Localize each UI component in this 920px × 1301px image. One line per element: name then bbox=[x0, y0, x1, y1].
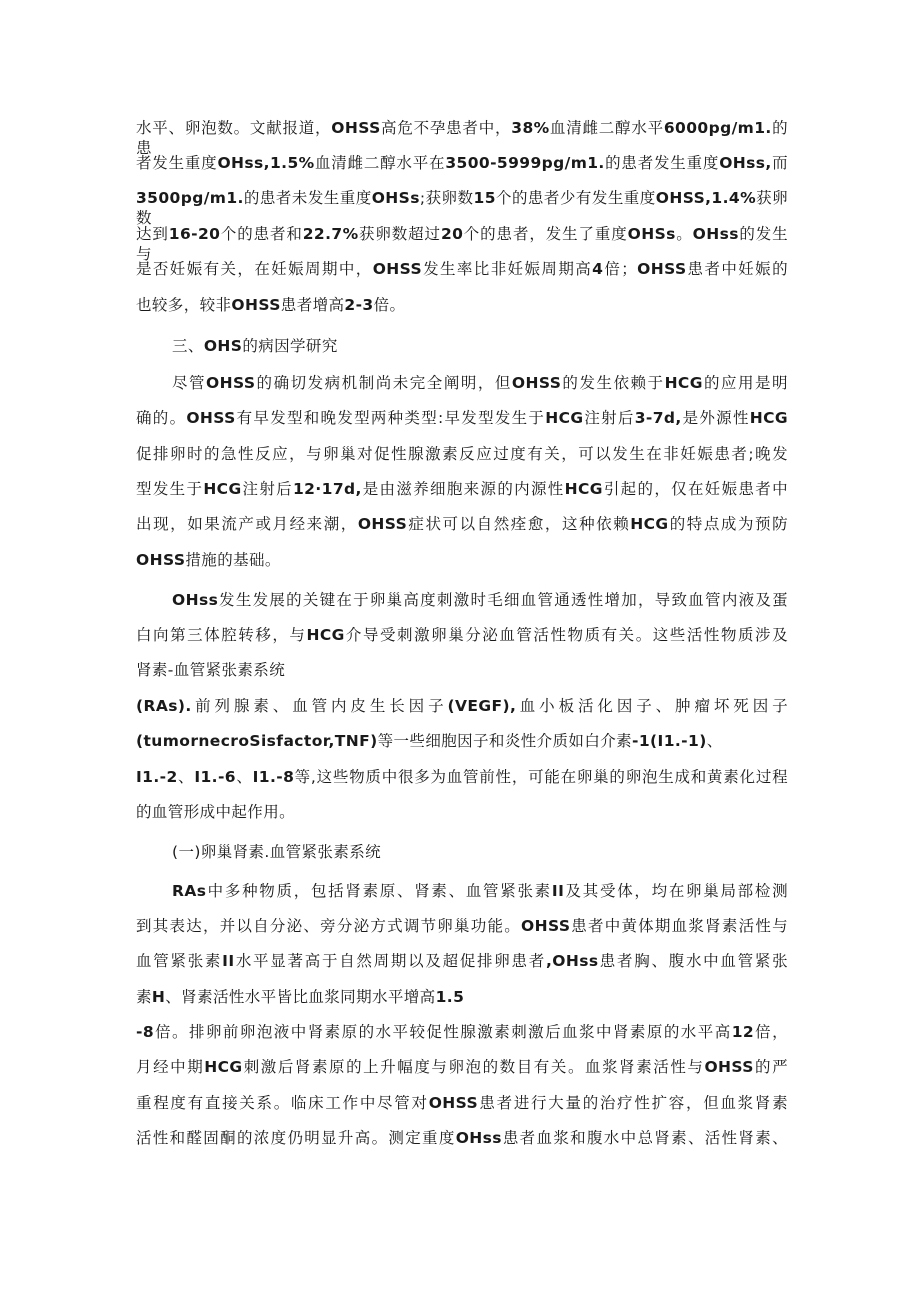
text-line: 月经中期HCG刺激后肾素原的上升幅度与卵泡的数目有关。血浆肾素活性与OHSS的严 bbox=[136, 1058, 788, 1076]
text-line: (RAs).前列腺素、血管内皮生长因子(VEGF),血小板活化因子、肿瘤坏死因子 bbox=[136, 697, 788, 715]
text-line: 活性和醛固酮的浓度仍明显升高。测定重度OHss患者血浆和腹水中总肾素、活性肾素、 bbox=[136, 1129, 788, 1147]
text-line: OHSS措施的基础。 bbox=[136, 551, 281, 569]
text-line: 尽管OHSS的确切发病机制尚未完全阐明，但OHSS的发生依赖于HCG的应用是明 bbox=[172, 374, 788, 392]
text-line: 血管紧张素II水平显著高于自然周期以及超促排卵患者,OHss患者胸、腹水中血管紧张 bbox=[136, 952, 788, 970]
text-line: 白向第三体腔转移，与HCG介导受刺激卵巢分泌血管活性物质有关。这些活性物质涉及 bbox=[136, 626, 788, 644]
text-line: OHss发生发展的关键在于卵巢高度刺激时毛细血管通透性增加，导致血管内液及蛋 bbox=[172, 591, 788, 609]
text-line: 出现，如果流产或月经来潮，OHSS症状可以自然痊愈，这种依赖HCG的特点成为预防 bbox=[136, 515, 789, 533]
text-line: 者发生重度OHss,1.5%血清雌二醇水平在3500-5999pg/m1.的患者发生重度OHss,而 bbox=[136, 154, 788, 172]
text-line: 到其表达，并以自分泌、旁分泌方式调节卵巢功能。OHSS患者中黄体期血浆肾素活性与 bbox=[136, 917, 788, 935]
text-line: 确的。OHSS有早发型和晚发型两种类型:早发型发生于HCG注射后3-7d,是外源性HCG bbox=[136, 409, 789, 427]
text-line: 水平、卵泡数。文献报道，OHSS高危不孕患者中，38%血清雌二醇水平6000pg/m1.的患 bbox=[136, 119, 788, 157]
text-line: 达到16-20个的患者和22.7%获卵数超过20个的患者，发生了重度OHSs。OHss的发生与 bbox=[136, 225, 788, 263]
text-line: 是否妊娠有关，在妊娠周期中，OHSS发生率比非妊娠周期高4倍；OHSS患者中妊娠的 bbox=[136, 260, 788, 278]
text-line: 素H、肾素活性水平皆比血浆同期水平增高1.5 bbox=[136, 988, 465, 1006]
text-line: -8倍。排卵前卵泡液中肾素原的水平较促性腺激素刺激后血浆中肾素原的水平高12倍， bbox=[136, 1023, 788, 1041]
text-line: 肾素-血管紧张素系统 bbox=[136, 661, 286, 679]
text-line: 促排卵时的急性反应，与卵巢对促性腺激素反应过度有关，可以发生在非妊娠患者;晚发 bbox=[136, 445, 788, 463]
text-line: 型发生于HCG注射后12∙17d,是由滋养细胞来源的内源性HCG引起的，仅在妊娠患者中 bbox=[136, 480, 788, 498]
text-line: I1.-2、I1.-6、I1.-8等,这些物质中很多为血管前性，可能在卵巢的卵泡生成和黄素化过程 bbox=[136, 768, 788, 786]
text-line: (一)卵巢肾素.血管紧张素系统 bbox=[172, 843, 382, 861]
text-line: 也较多，较非OHSS患者增高2-3倍。 bbox=[136, 296, 406, 314]
text-line: 3500pg/m1.的患者未发生重度OHSs;获卵数15个的患者少有发生重度OHSS,1.4%获卵数 bbox=[136, 189, 788, 227]
text-line: 重程度有直接关系。临床工作中尽管对OHSS患者进行大量的治疗性扩容，但血浆肾素 bbox=[136, 1094, 789, 1112]
text-line: 的血管形成中起作用。 bbox=[136, 803, 296, 821]
text-line: (tumornecroSisfactor,TNF)等一些细胞因子和炎性介质如白介素-1(I1.-1)、 bbox=[136, 732, 723, 750]
text-line: 三、OHS的病因学研究 bbox=[172, 337, 338, 355]
text-line: RAs中多种物质，包括肾素原、肾素、血管紧张素II及其受体，均在卵巢局部检测 bbox=[172, 882, 788, 900]
